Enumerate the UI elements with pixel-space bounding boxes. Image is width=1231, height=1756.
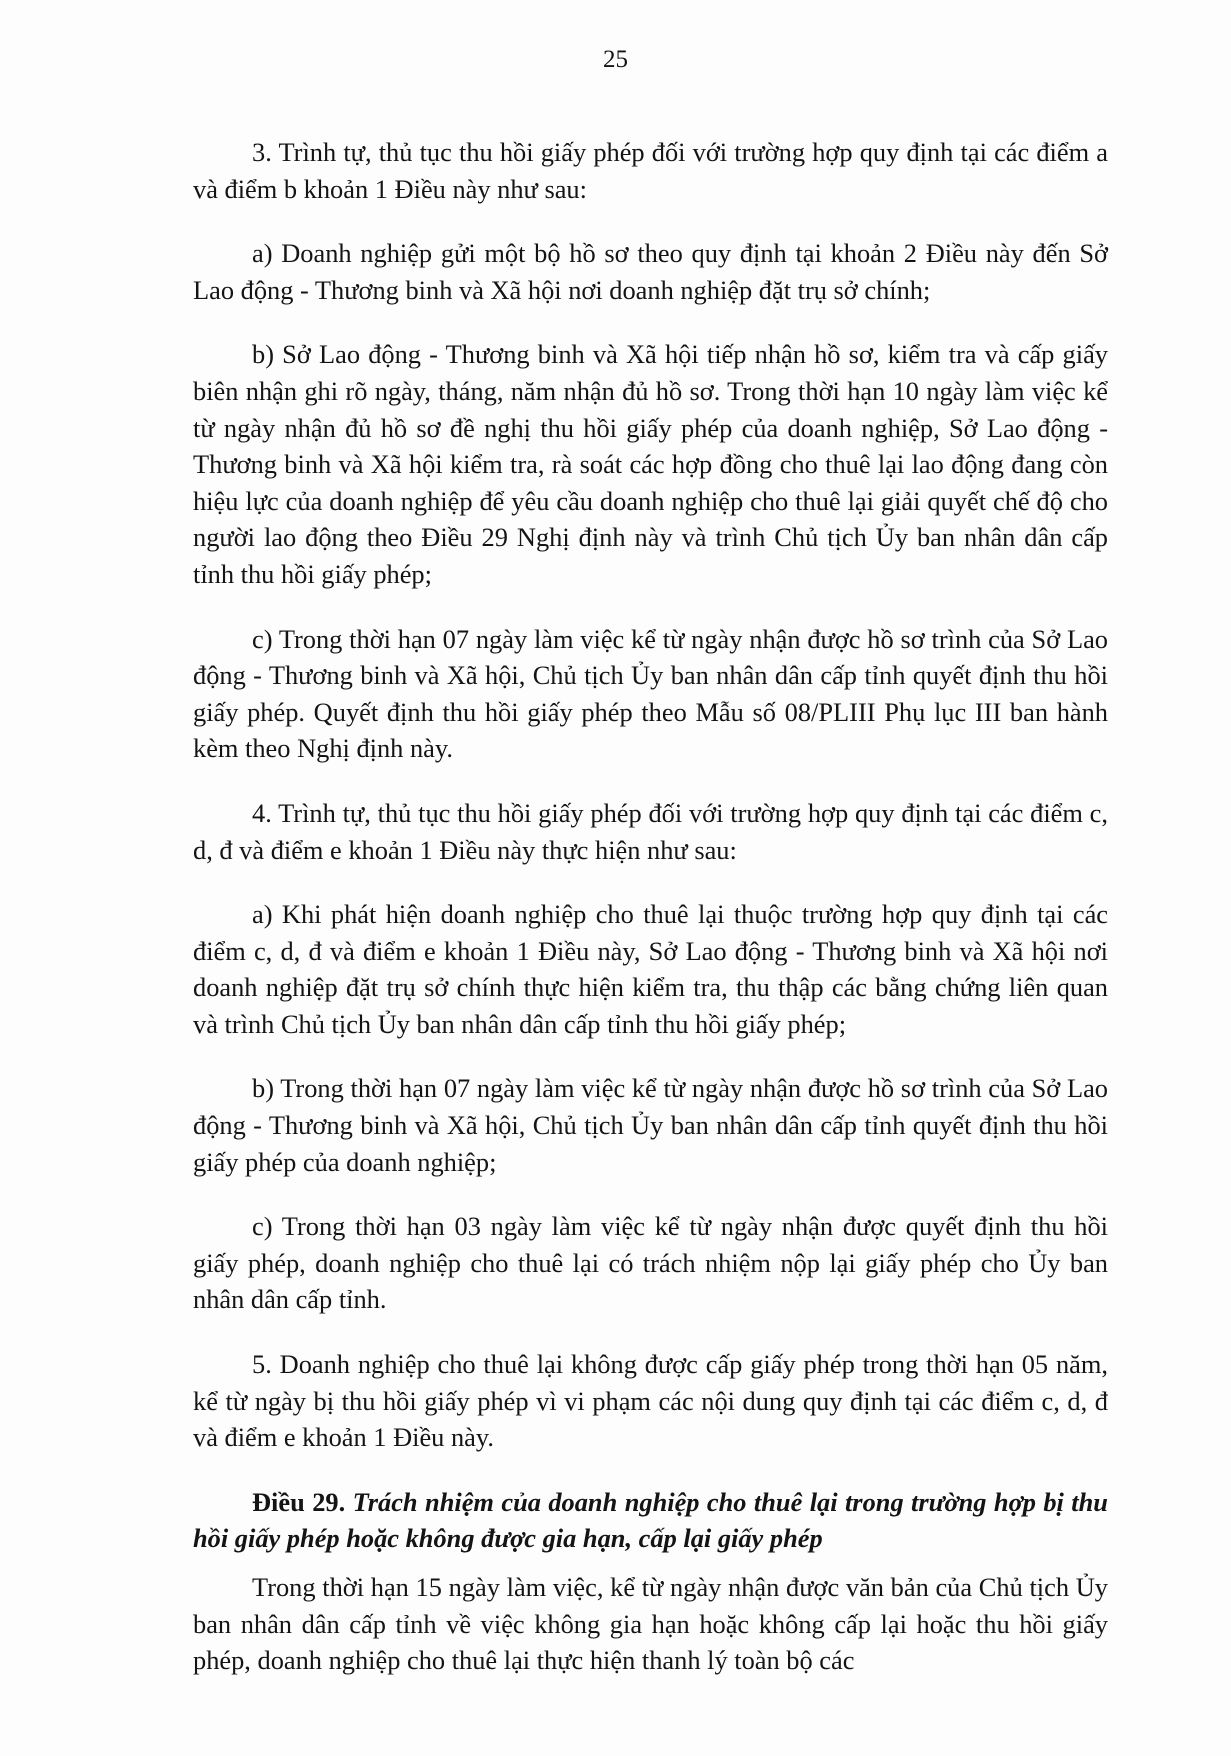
paragraph-4c: c) Trong thời hạn 03 ngày làm việc kể từ ngày nhận được quyết định thu hồi giấy phép, doanh nghiệp cho thuê lại có trách nhiệm nộp lại giấy phép cho Ủy ban nhân dân cấp tỉnh. bbox=[193, 1211, 1108, 1315]
paragraph-4: 4. Trình tự, thủ tục thu hồi giấy phép đối với trường hợp quy định tại các điểm c, d, đ và điểm e khoản 1 Điều này thực hiện như sau: bbox=[193, 797, 1108, 865]
paragraph-3a: a) Doanh nghiệp gửi một bộ hồ sơ theo quy định tại khoản 2 Điều này đến Sở Lao động - Thương binh và Xã hội nơi doanh nghiệp đặt trụ sở chính; bbox=[193, 238, 1108, 305]
article-29-number: Điều 29. bbox=[252, 1486, 346, 1517]
paragraph-3c: c) Trong thời hạn 07 ngày làm việc kể từ ngày nhận được hồ sơ trình của Sở Lao động - Thương binh và Xã hội, Chủ tịch Ủy ban nhân dân cấp tỉnh quyết định thu hồi giấy phép. Quyết định thu hồi giấy phép theo Mẫu số 08/PLIII Phụ lục III ban hành kèm theo Nghị định này. bbox=[193, 623, 1108, 764]
paragraph-4a: a) Khi phát hiện doanh nghiệp cho thuê lại thuộc trường hợp quy định tại các điểm c, d, đ và điểm e khoản 1 Điều này, Sở Lao động - Thương binh và Xã hội nơi doanh nghiệp đặt trụ sở chính thực hiện kiểm tra, thu thập các bằng chứng liên quan và trình Chủ tịch Ủy ban nhân dân cấp tỉnh thu hồi giấy phép; bbox=[193, 899, 1108, 1039]
paragraph-5: 5. Doanh nghiệp cho thuê lại không được cấp giấy phép trong thời hạn 05 năm, kể từ ngày bị thu hồi giấy phép vì vi phạm các nội dung quy định tại các điểm c, d, đ và điểm e khoản 1 Điều này. bbox=[193, 1349, 1108, 1453]
document-body bbox=[193, 134, 1108, 1707]
paragraph-3b: b) Sở Lao động - Thương binh và Xã hội tiếp nhận hồ sơ, kiểm tra và cấp giấy biên nhận ghi rõ ngày, tháng, năm nhận đủ hồ sơ. Trong thời hạn 10 ngày làm việc kể từ ngày nhận đủ hồ sơ đề nghị thu hồi giấy phép của doanh nghiệp, Sở Lao động - Thương binh và Xã hội kiểm tra, rà soát các hợp đồng cho thuê lại lao động đang còn hiệu lực của doanh nghiệp để yêu cầu doanh nghiệp cho thuê lại giải quyết chế độ cho người lao động theo Điều 29 Nghị định này và trình Chủ tịch Ủy ban nhân dân cấp tỉnh thu hồi giấy phép; bbox=[193, 339, 1108, 589]
paragraph-4b: b) Trong thời hạn 07 ngày làm việc kể từ ngày nhận được hồ sơ trình của Sở Lao động - Thương binh và Xã hội, Chủ tịch Ủy ban nhân dân cấp tỉnh quyết định thu hồi giấy phép của doanh nghiệp; bbox=[193, 1073, 1108, 1177]
article-29-heading bbox=[193, 1484, 1108, 1557]
article-29-title: Trách nhiệm của doanh nghiệp cho thuê lại trong trường hợp bị thu hồi giấy phép hoặc không được gia hạn, cấp lại giấy phép bbox=[193, 1486, 1108, 1554]
paragraph-3: 3. Trình tự, thủ tục thu hồi giấy phép đối với trường hợp quy định tại các điểm a và điểm b khoản 1 Điều này như sau: bbox=[193, 137, 1108, 204]
page-number: 25 bbox=[603, 46, 628, 73]
article-29-body: Trong thời hạn 15 ngày làm việc, kể từ ngày nhận được văn bản của Chủ tịch Ủy ban nhân dân cấp tỉnh về việc không gia hạn hoặc không cấp lại hoặc thu hồi giấy phép, doanh nghiệp cho thuê lại thực hiện thanh lý toàn bộ các bbox=[193, 1572, 1108, 1676]
